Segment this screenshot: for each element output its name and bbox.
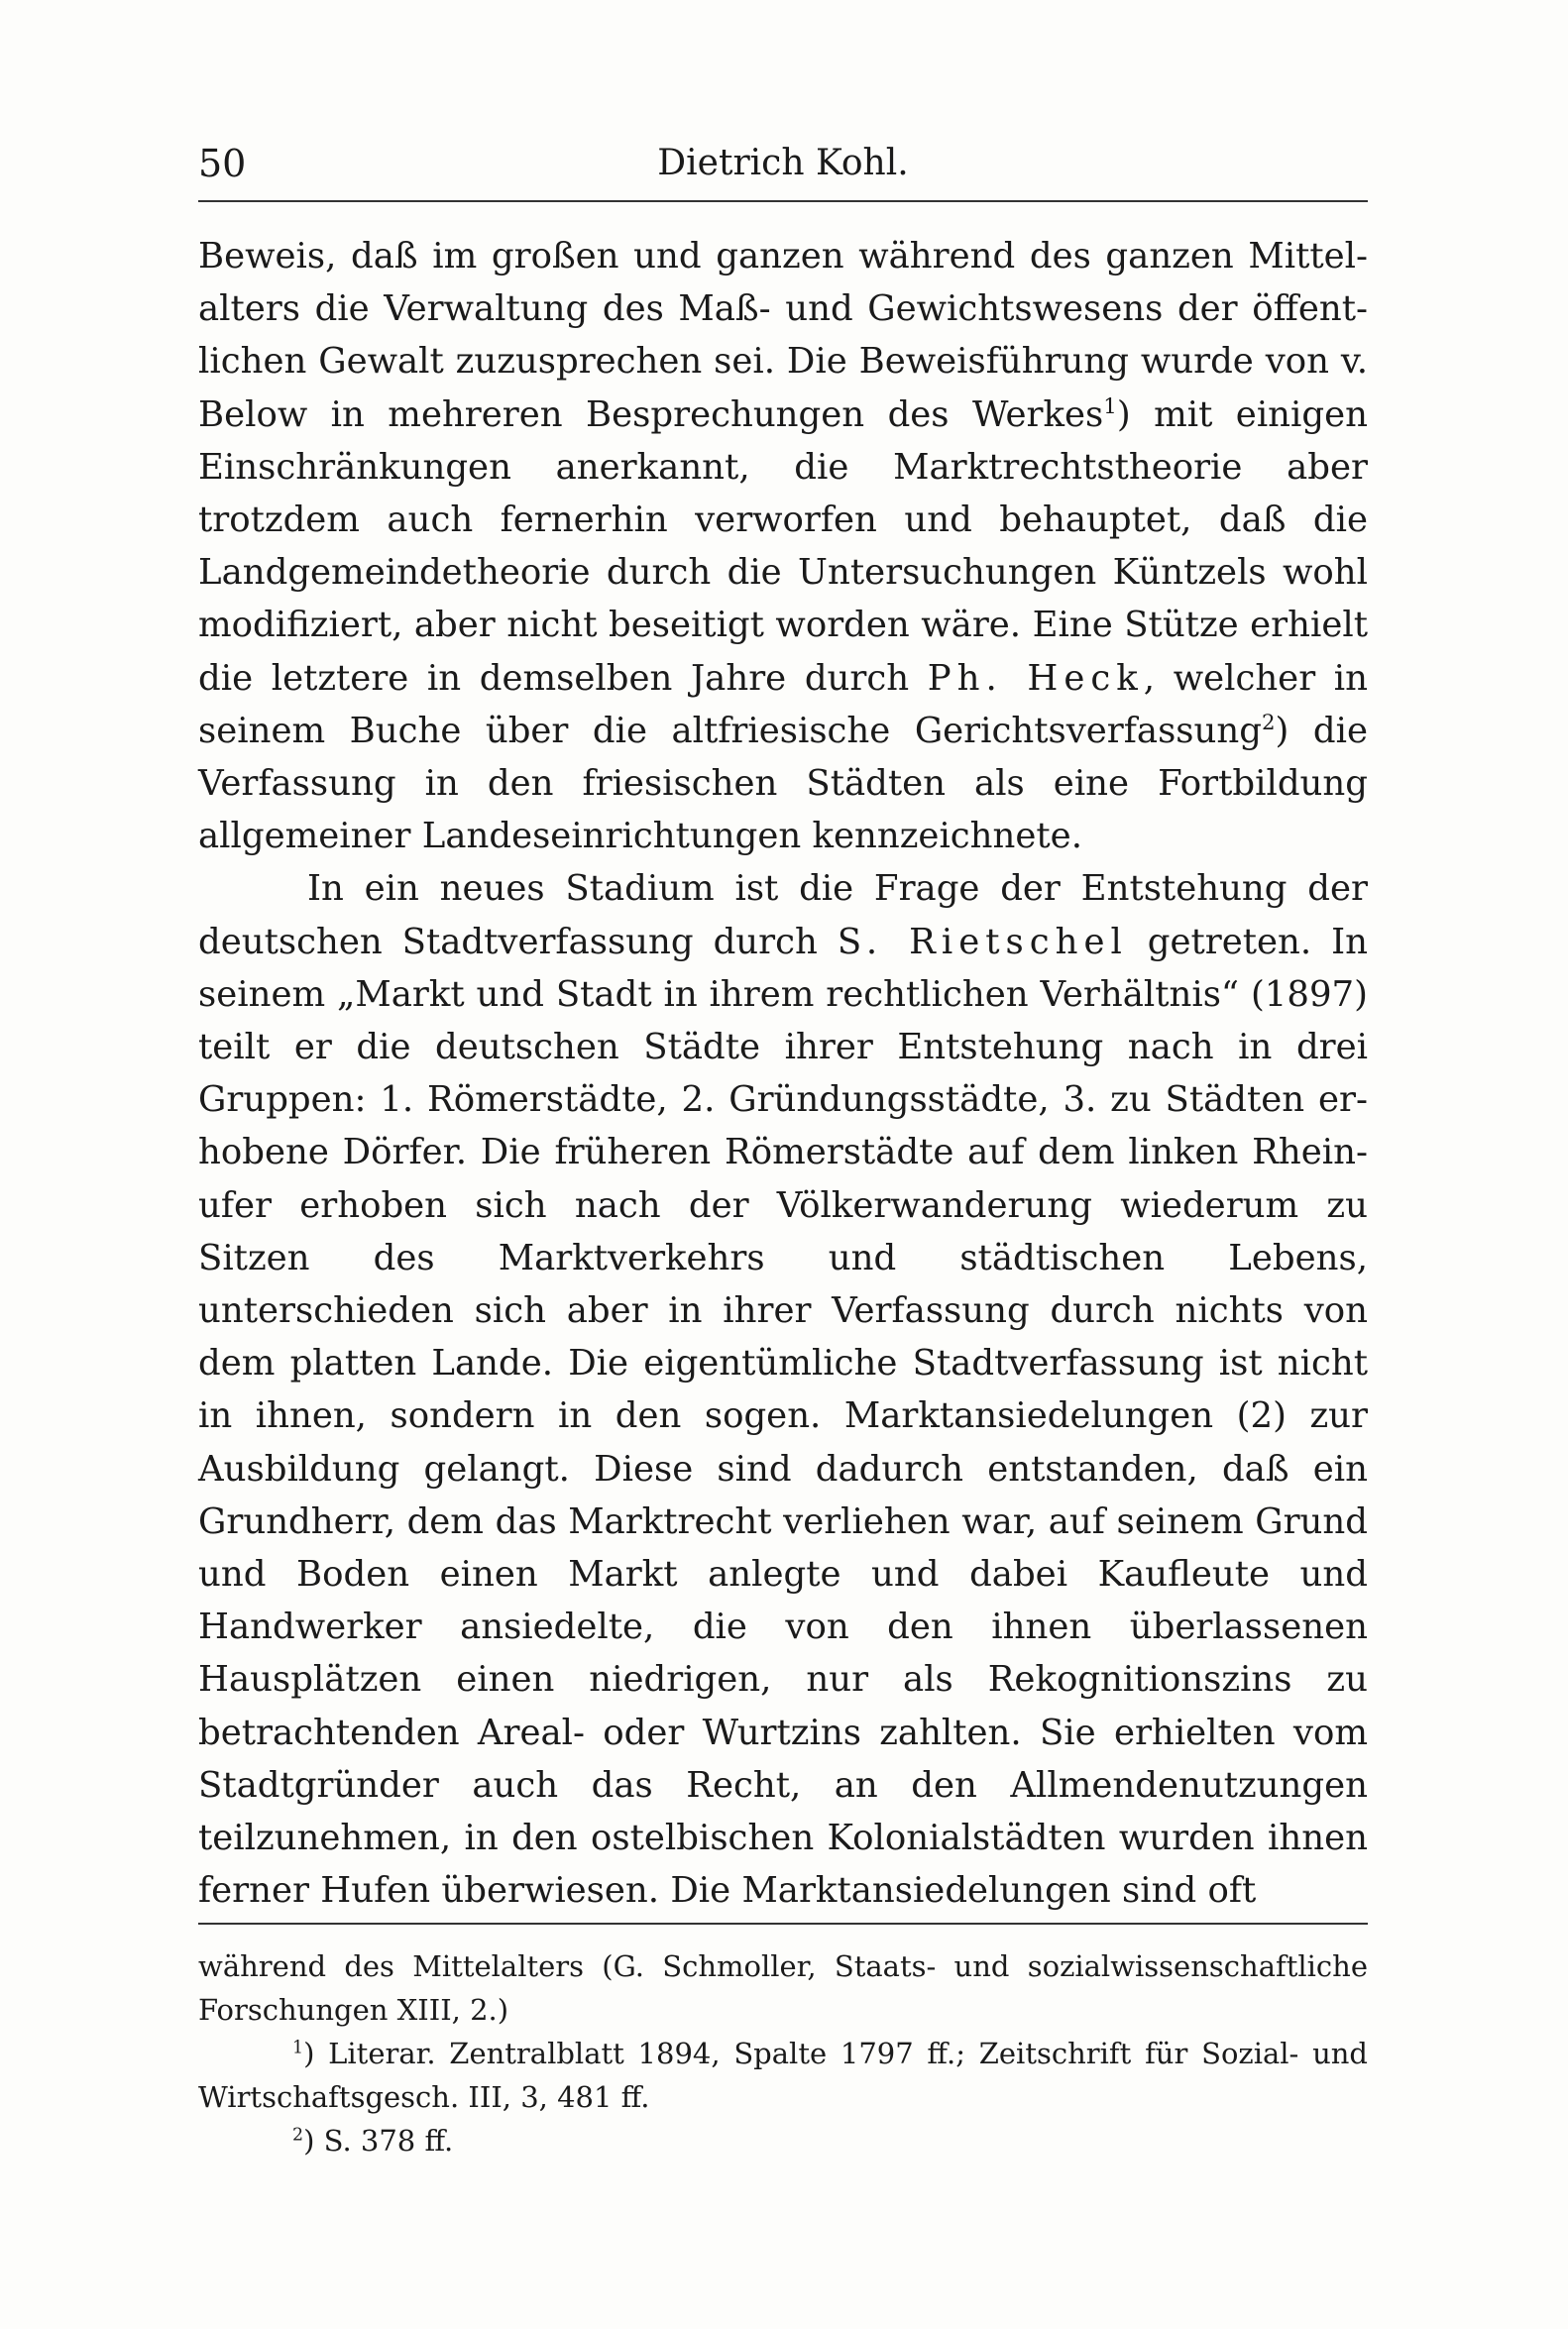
footnote-2 (198, 2119, 1368, 2163)
paragraph-2-text-b: getreten. In seinem „Markt und Stadt in ihrem rechtlichen Verhältnis“ (1897) teilt er die deutschen Städte ihrer Entstehung nach in drei Gruppen: 1. Römerstädte, 2. Gründungsstädte, 3. zu Städten erhobene Dörfer. Die früheren Römerstädte auf dem linken Rheinufer erhoben sich nach der Völkerwanderung wiederum zu Sitzen des Marktverkehrs und städtischen Lebens, unterschieden sich aber in ihrer Verfassung durch nichts von dem platten Lande. Die eigentümliche Stadtverfassung ist nicht in ihnen, sondern in den sogen. Marktansiedelungen (2) zur Ausbildung gelangt. Diese sind dadurch entstanden, daß ein Grundherr, dem das Marktrecht verliehen war, auf seinem Grund und Boden einen Markt anlegte und dabei Kaufleute und Handwerker ansiedelte, die von den ihnen überlassenen Hausplätzen einen niedrigen, nur als Rekognitionszins zu betrachtenden Areal- oder Wurtzins zahlten. Sie erhielten vom Stadtgründer auch das Recht, an den Allmendenutzungen teilzunehmen, in den ostelbischen Kolonialstädten wurden ihnen ferner Hufen überwiesen. Die Marktansiedelungen sind oft (198, 921, 1369, 1912)
paragraph-1-text-c: , welcher in seinem Buche über die altfriesische Gerichtsverfassung (198, 657, 1369, 751)
paragraph-2-text-a: In ein neues Stadium ist die Frage der Entstehung der deutschen Stadtverfassung durch (198, 868, 1368, 962)
footnote-2-mark: 2 (292, 2125, 304, 2146)
footnote-rule (198, 1923, 1368, 1925)
paragraph-1 (198, 230, 1368, 862)
footnotes (198, 1944, 1368, 2163)
paragraph-1-text-a: Beweis, daß im großen und ganzen während des ganzen Mittelalters die Verwaltung des Maß- und Gewichtswesens der öffentlichen Gewalt zuzusprechen sei. Die Beweisführung wurde von v. Below in mehreren Besprechungen des Werkes (198, 236, 1368, 435)
author-name-heck: Ph. Heck (927, 657, 1144, 699)
footnote-ref-2: 2 (1261, 711, 1276, 735)
paragraph-1-text-b: ) mit einigen Einschränkungen anerkannt, die Marktrechtstheorie aber trotzdem auch fernerhin verworfen und behauptet, daß die Landgemeindetheorie durch die Untersuchungen Küntzels wohl modifiziert, aber nicht beseitigt worden wäre. Eine Stütze erhielt die letztere in demselben Jahre durch (198, 393, 1368, 699)
page-number: 50 (198, 142, 247, 185)
footnote-2-text: ) S. 378 ff. (303, 2124, 454, 2158)
running-head: Dietrich Kohl. (657, 143, 909, 183)
paragraph-2 (198, 862, 1368, 1917)
paragraph-1-text-d: ) die Verfassung in den friesischen Städten als eine Fortbildung allgemeiner Landeseinrichtungen kennzeichnete. (198, 710, 1368, 857)
footnote-1-text: ) Literar. Zentralblatt 1894, Spalte 1797 ff.; Zeitschrift für Sozial- und Wirtschaftsgesch. III, 3, 481 ff. (198, 2037, 1368, 2114)
footnote-1-mark: 1 (292, 2038, 304, 2058)
header-rule (198, 200, 1368, 202)
page-header (198, 139, 1368, 188)
footnote-continuation: während des Mittelalters (G. Schmoller, Staats- und sozialwissenschaftliche Forschungen XIII, 2.) (198, 1949, 1368, 2027)
main-text (198, 230, 1368, 1918)
author-name-rietschel: S. Rietschel (837, 921, 1128, 962)
footnote-ref-1: 1 (1103, 393, 1117, 419)
footnote-1 (198, 2032, 1368, 2119)
